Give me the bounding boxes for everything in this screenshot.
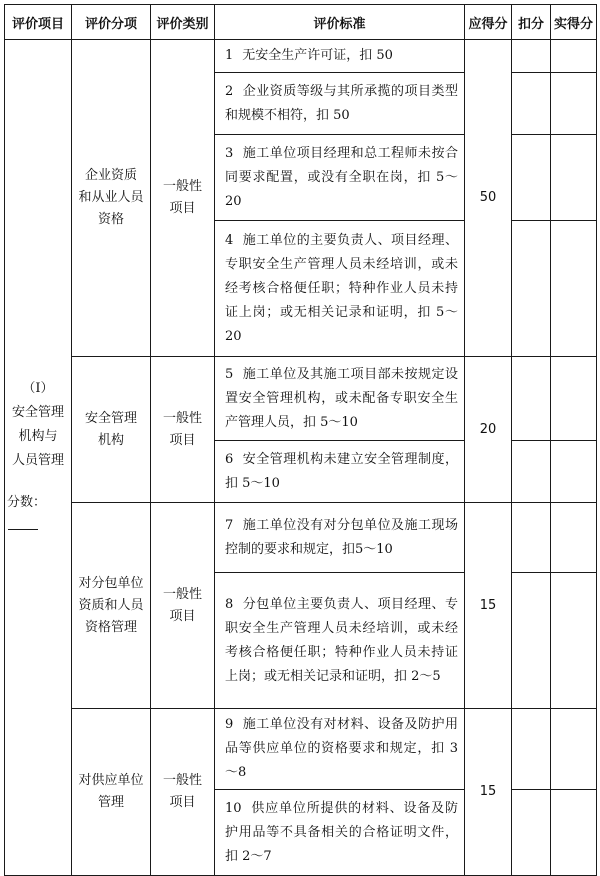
subitem-cell: [72, 357, 151, 503]
criterion-cell: [215, 357, 465, 441]
criterion-cell: [215, 790, 465, 876]
table-row: [5, 40, 597, 73]
criterion-text: 安全管理机构未建立安全管理制度，扣 5～10: [225, 451, 458, 491]
category-line: 一般性: [162, 179, 202, 194]
table-row: [5, 357, 597, 441]
criterion-number: 6: [225, 451, 234, 467]
criterion-number: 3: [225, 145, 234, 161]
actual-score-cell[interactable]: [551, 221, 597, 357]
header-subitem: 评价分项: [72, 5, 151, 40]
criterion-text: 供应单位所提供的材料、设备及防护用品等不具备相关的合格证明文件，扣 2～7: [225, 800, 458, 864]
item-label-line3: 机构与: [18, 428, 58, 444]
criterion-cell: [215, 573, 465, 709]
subitem-line: 对供应单位: [78, 773, 144, 788]
header-actual-score: 实得分: [551, 5, 597, 40]
item-score-label: 分数：: [7, 494, 47, 510]
subitem-line: 资格管理: [84, 619, 137, 635]
item-score-field: [5, 491, 71, 539]
header-standard: 评价标准: [215, 5, 465, 40]
table-row: [5, 503, 597, 573]
actual-score-cell[interactable]: [551, 441, 597, 503]
criterion-number: 9: [225, 717, 234, 732]
category-line: 项目: [169, 608, 196, 624]
actual-score-cell[interactable]: [551, 40, 597, 73]
criterion-text: 施工单位的主要负责人、项目经理、专职安全生产管理人员未经培训，或未经考核合格便任职；特种作业人员未持证上岗；或无相关记录和证明，扣 5～20: [225, 232, 458, 344]
criterion-text: 施工单位及其施工项目部未按规定设置安全管理机构，或未配备专职安全生产管理人员，扣 5～10: [225, 366, 458, 430]
item-label-line2: 安全管理: [11, 404, 64, 420]
actual-score-cell[interactable]: [551, 790, 597, 876]
header-category: 评价类别: [151, 5, 215, 40]
header-deduction: 扣分: [512, 5, 551, 40]
actual-score-cell[interactable]: [551, 357, 597, 441]
criterion-cell: [215, 221, 465, 357]
actual-score-cell[interactable]: [551, 573, 597, 709]
criterion-cell: [215, 441, 465, 503]
criterion-text: 施工单位项目经理和总工程师未按合同要求配置，或没有全职在岗，扣 5～20: [225, 145, 458, 209]
category-line: 一般性: [162, 586, 202, 602]
deduction-cell[interactable]: [512, 503, 551, 573]
actual-score-cell[interactable]: [551, 709, 597, 790]
subitem-line: 资格: [97, 212, 124, 227]
criterion-cell: [215, 135, 465, 221]
due-score-cell: 50: [465, 40, 512, 357]
criterion-number: 7: [225, 517, 234, 533]
header-item: 评价项目: [5, 5, 72, 40]
subitem-line: 企业资质: [84, 168, 137, 183]
subitem-line: 和从业人员: [78, 190, 144, 205]
criterion-text: 企业资质等级与其所承揽的项目类型和规模不相符，扣 50: [225, 83, 458, 123]
criterion-text: 施工单位没有对材料、设备及防护用品等供应单位的资格要求和规定，扣 3～8: [225, 717, 458, 780]
criterion-cell: [215, 73, 465, 135]
deduction-cell[interactable]: [512, 573, 551, 709]
deduction-cell[interactable]: [512, 357, 551, 441]
criterion-text: 施工单位没有对分包单位及施工现场控制的要求和规定，扣5～10: [225, 517, 458, 557]
header-due-score: 应得分: [465, 5, 512, 40]
deduction-cell[interactable]: [512, 790, 551, 876]
category-line: 项目: [169, 201, 196, 216]
criterion-number: 10: [225, 800, 242, 816]
due-score-cell: 15: [465, 503, 512, 709]
subitem-line: 资质和人员: [78, 597, 144, 613]
category-line: 项目: [169, 432, 196, 448]
header-row: [5, 5, 597, 40]
subitem-line: 安全管理: [84, 410, 137, 426]
deduction-cell[interactable]: [512, 221, 551, 357]
subitem-cell: [72, 503, 151, 709]
actual-score-cell[interactable]: [551, 503, 597, 573]
deduction-cell[interactable]: [512, 135, 551, 221]
category-line: 一般性: [162, 773, 202, 788]
category-line: 一般性: [162, 410, 202, 426]
deduction-cell[interactable]: [512, 441, 551, 503]
deduction-cell[interactable]: [512, 709, 551, 790]
criterion-number: 5: [225, 366, 234, 382]
criterion-number: 2: [225, 83, 234, 99]
subitem-line: 机构: [97, 432, 124, 448]
evaluation-table: [4, 4, 597, 876]
category-cell: [151, 357, 215, 503]
category-cell: [151, 709, 215, 876]
deduction-cell[interactable]: [512, 40, 551, 73]
criterion-number: 1: [225, 48, 234, 63]
score-blank-line[interactable]: [8, 515, 38, 530]
criterion-text: 无安全生产许可证，扣 50: [242, 48, 393, 63]
due-score-cell: 15: [465, 709, 512, 876]
subitem-cell: [72, 709, 151, 876]
item-label-line4: 人员管理: [11, 452, 64, 468]
criterion-cell: [215, 40, 465, 73]
deduction-cell[interactable]: [512, 73, 551, 135]
criterion-number: 4: [225, 232, 234, 248]
subitem-line: 管理: [97, 795, 124, 810]
subitem-line: 对分包单位: [78, 575, 144, 591]
due-score-cell: 20: [465, 357, 512, 503]
category-cell: [151, 40, 215, 357]
item-label-line1: （Ⅰ）: [22, 380, 54, 396]
subitem-cell: [72, 40, 151, 357]
criterion-number: 8: [225, 596, 234, 612]
criterion-cell: [215, 709, 465, 790]
actual-score-cell[interactable]: [551, 73, 597, 135]
evaluation-item-cell: [5, 40, 72, 876]
category-cell: [151, 503, 215, 709]
table-row: [5, 709, 597, 790]
criterion-text: 分包单位主要负责人、项目经理、专职安全生产管理人员未经培训，或未经考核合格便任职；特种作业人员未持证上岗；或无相关记录和证明，扣 2～5: [225, 596, 458, 684]
criterion-cell: [215, 503, 465, 573]
actual-score-cell[interactable]: [551, 135, 597, 221]
category-line: 项目: [169, 795, 196, 810]
